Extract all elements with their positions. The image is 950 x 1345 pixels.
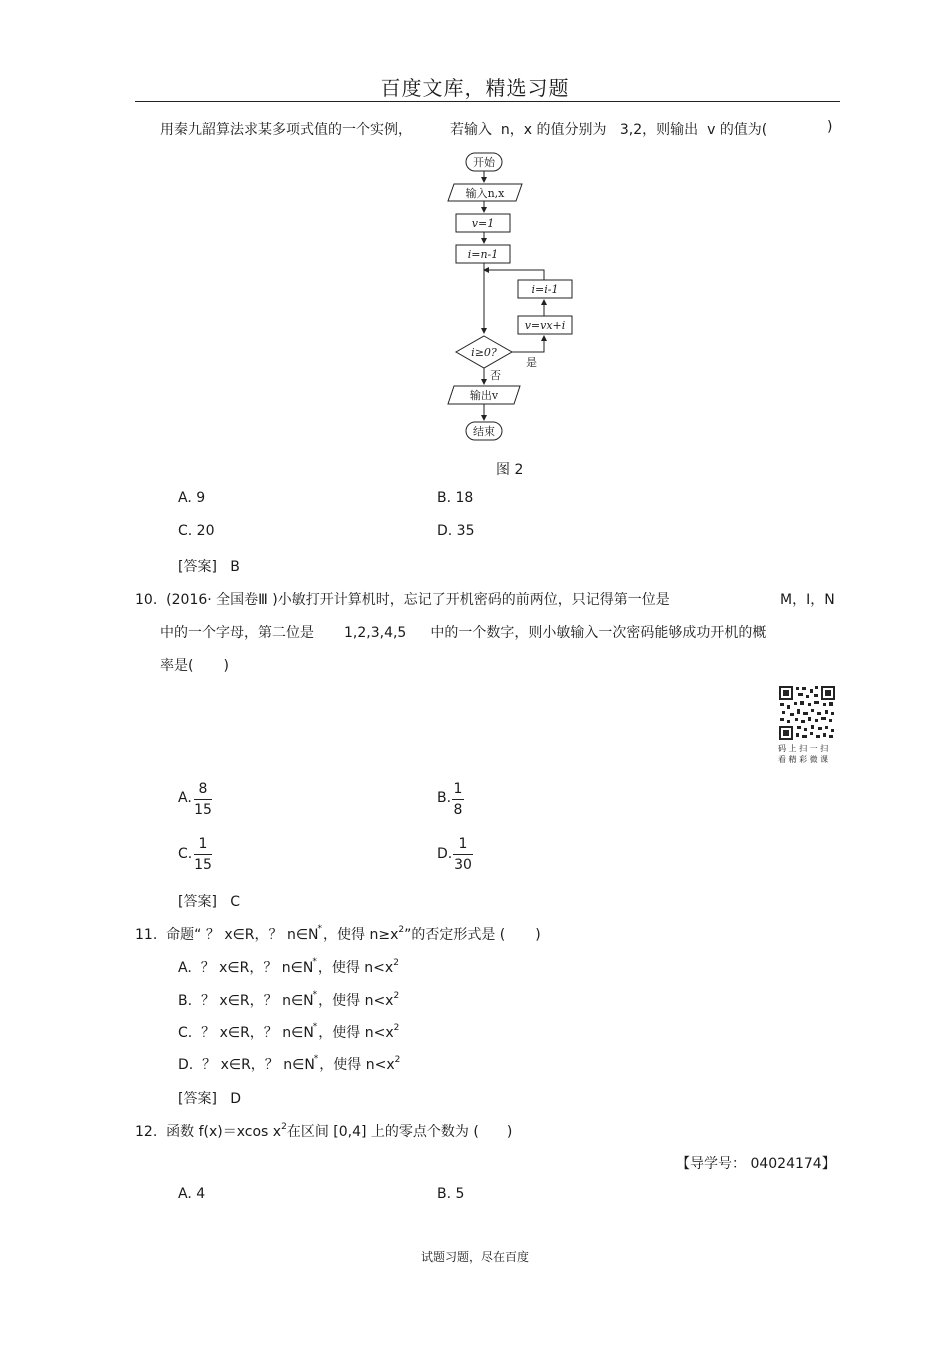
q11-stem-star: * [317, 924, 323, 934]
flow-input-label: 输入n,x [465, 187, 505, 200]
fraction-numerator: 1 [198, 836, 208, 852]
q9-stem-part3: 的值分别为 [536, 122, 607, 138]
flow-yes-arrow [512, 336, 544, 352]
q11-option-b [178, 990, 399, 1010]
q12-option-a: A. 4 [178, 1186, 206, 1202]
q12-guide-number: 【导学号： 04024174】 [676, 1156, 836, 1172]
q10-line3 [160, 655, 229, 675]
q11-number: 11. [135, 927, 158, 943]
q12-stem-a: 函数 f(x)＝xcos x [166, 1124, 282, 1140]
option-sup: 2 [393, 991, 400, 1001]
q9-close-paren: ) [827, 119, 833, 135]
option-text-b: ，使得 n<x [319, 1057, 395, 1073]
option-sup: 2 [394, 1055, 401, 1065]
q10-number: 10. [135, 592, 158, 608]
q12-stem-b: 在区间 [0,4] 上的零点个数为 ( [286, 1124, 479, 1140]
q11-stem-b: ，使得 n≥x [323, 927, 399, 943]
q9-option-c: C. 20 [178, 523, 215, 539]
q9-stem-part1: 用秦九韶算法求某多项式值的一个实例， [160, 122, 412, 138]
option-label: C. [178, 1025, 193, 1041]
qr-caption-line1: 码 上 扫 一 扫 [778, 744, 829, 753]
fraction-denominator: 15 [194, 802, 212, 818]
flow-yes-label: 是 [526, 356, 537, 369]
q9-answer [178, 556, 240, 576]
q10-source: (2016· 全国卷Ⅲ ) [166, 592, 278, 608]
q9-figure-caption: 图 2 [496, 462, 524, 478]
q11-stem-a: 命题“ ？ x∈R，？ n∈N [166, 927, 319, 943]
q10-option-c-fraction [194, 835, 212, 874]
q12-stem [135, 1121, 512, 1141]
q9-option-a: A. 9 [178, 490, 206, 506]
flow-loop-arrow [484, 270, 544, 280]
option-star: * [312, 1022, 318, 1032]
q12-option-b: B. 5 [437, 1186, 465, 1202]
q9-stem-part5: 的值为( [719, 122, 768, 138]
flow-v1-label: v=1 [471, 217, 495, 230]
q10-option-a-label: A. [178, 790, 192, 806]
fraction-denominator: 30 [454, 857, 472, 873]
q10-option-c-label: C. [178, 846, 193, 862]
option-text-b: ，使得 n<x [318, 993, 394, 1009]
q9-answer-label: [答案] [178, 559, 217, 575]
option-sup: 2 [393, 958, 399, 968]
q10-close-paren: ) [223, 658, 229, 674]
flow-ii1-label: i=i-1 [531, 283, 559, 296]
option-star: * [313, 1054, 319, 1064]
header-rule [135, 101, 840, 102]
option-label: B. [178, 993, 193, 1009]
fraction-denominator: 15 [194, 857, 212, 873]
option-sup: 2 [393, 1023, 400, 1033]
q10-option-b-fraction [452, 780, 464, 819]
fraction-numerator: 8 [198, 781, 208, 797]
q9-option-d: D. 35 [437, 523, 475, 539]
q12-number: 12. [135, 1124, 158, 1140]
q12-stem-sup: 2 [281, 1122, 287, 1132]
q10-letters: M，I，N [780, 592, 835, 608]
q10-line2 [160, 622, 766, 642]
q12-close-paren: ) [506, 1124, 513, 1140]
q9-answer-value: B [230, 559, 240, 575]
q11-stem-c: ”的否定形式是 ( [404, 927, 506, 943]
page-header: 百度文库，精选习题 [380, 76, 570, 100]
page-footer: 试题习题，尽在百度 [420, 1250, 529, 1264]
q11-answer [178, 1088, 241, 1108]
q10-option-b-label: B. [437, 790, 452, 806]
option-text-a: ？ x∈R，？ n∈N [200, 993, 314, 1009]
flow-vvx-label: v=vx+i [524, 319, 566, 332]
q10-answer-label: [答案] [178, 894, 217, 910]
q11-answer-value: D [230, 1091, 242, 1107]
flow-cond-label: i≥0? [471, 346, 497, 359]
qr-code-icon[interactable] [778, 685, 836, 741]
q10-text2a: 中的一个字母，第二位是 [160, 625, 314, 641]
fraction-numerator: 1 [458, 836, 468, 852]
q10-text2b: 中的一个数字，则小敏输入一次密码能够成功开机的概 [430, 625, 767, 641]
q10-answer [178, 891, 240, 911]
option-label: D. [178, 1057, 194, 1073]
q9-stem-part4: ，则输出 [642, 122, 699, 138]
q9-option-b: B. 18 [437, 490, 474, 506]
q9-stem-part2: 若输入 [450, 122, 492, 138]
flow-output-label: 输出v [469, 389, 499, 402]
q10-option-d-fraction [453, 835, 473, 874]
option-star: * [312, 990, 318, 1000]
option-label: A. [178, 960, 192, 976]
flow-end-label: 结束 [473, 425, 495, 438]
flow-no-label: 否 [490, 369, 501, 382]
option-text-a: ？ x∈R，？ n∈N [202, 1057, 315, 1073]
option-text-b: ，使得 n<x [318, 1025, 394, 1041]
flow-in1-label: i=n-1 [467, 248, 499, 261]
q10-line1 [135, 589, 670, 609]
q11-close-paren: ) [535, 927, 541, 943]
option-text-a: ？ x∈R，？ n∈N [201, 1025, 314, 1041]
q9-stem-vals: 3,2 [619, 122, 643, 138]
q10-digits: 1,2,3,4,5 [344, 625, 407, 641]
q11-option-c [178, 1022, 399, 1042]
fraction-denominator: 8 [453, 802, 463, 818]
q11-stem-sup: 2 [398, 925, 405, 935]
q10-option-a-fraction [194, 780, 212, 819]
q10-answer-value: C [230, 894, 241, 910]
q10-text3: 率是( [160, 658, 194, 674]
option-star: * [312, 957, 317, 967]
q11-option-d [178, 1054, 400, 1074]
q11-option-a [178, 957, 399, 977]
q9-stem-v: v [707, 122, 716, 138]
q9-flowchart [440, 148, 590, 448]
q11-stem [135, 924, 541, 944]
fraction-numerator: 1 [453, 781, 463, 797]
q9-stem-nx: n，x [500, 122, 533, 138]
option-text-a: ？ x∈R，？ n∈N [200, 960, 314, 976]
qr-caption-line2: 看 精 彩 微 课 [778, 755, 829, 764]
option-text-b: ，使得 n<x [317, 960, 394, 976]
q10-option-d-label: D. [437, 846, 453, 862]
q11-answer-label: [答案] [178, 1091, 217, 1107]
flow-start-label: 开始 [473, 156, 495, 169]
q10-text1: 小敏打开计算机时，忘记了开机密码的前两位，只记得第一位是 [277, 592, 670, 608]
q9-stem [160, 119, 767, 139]
